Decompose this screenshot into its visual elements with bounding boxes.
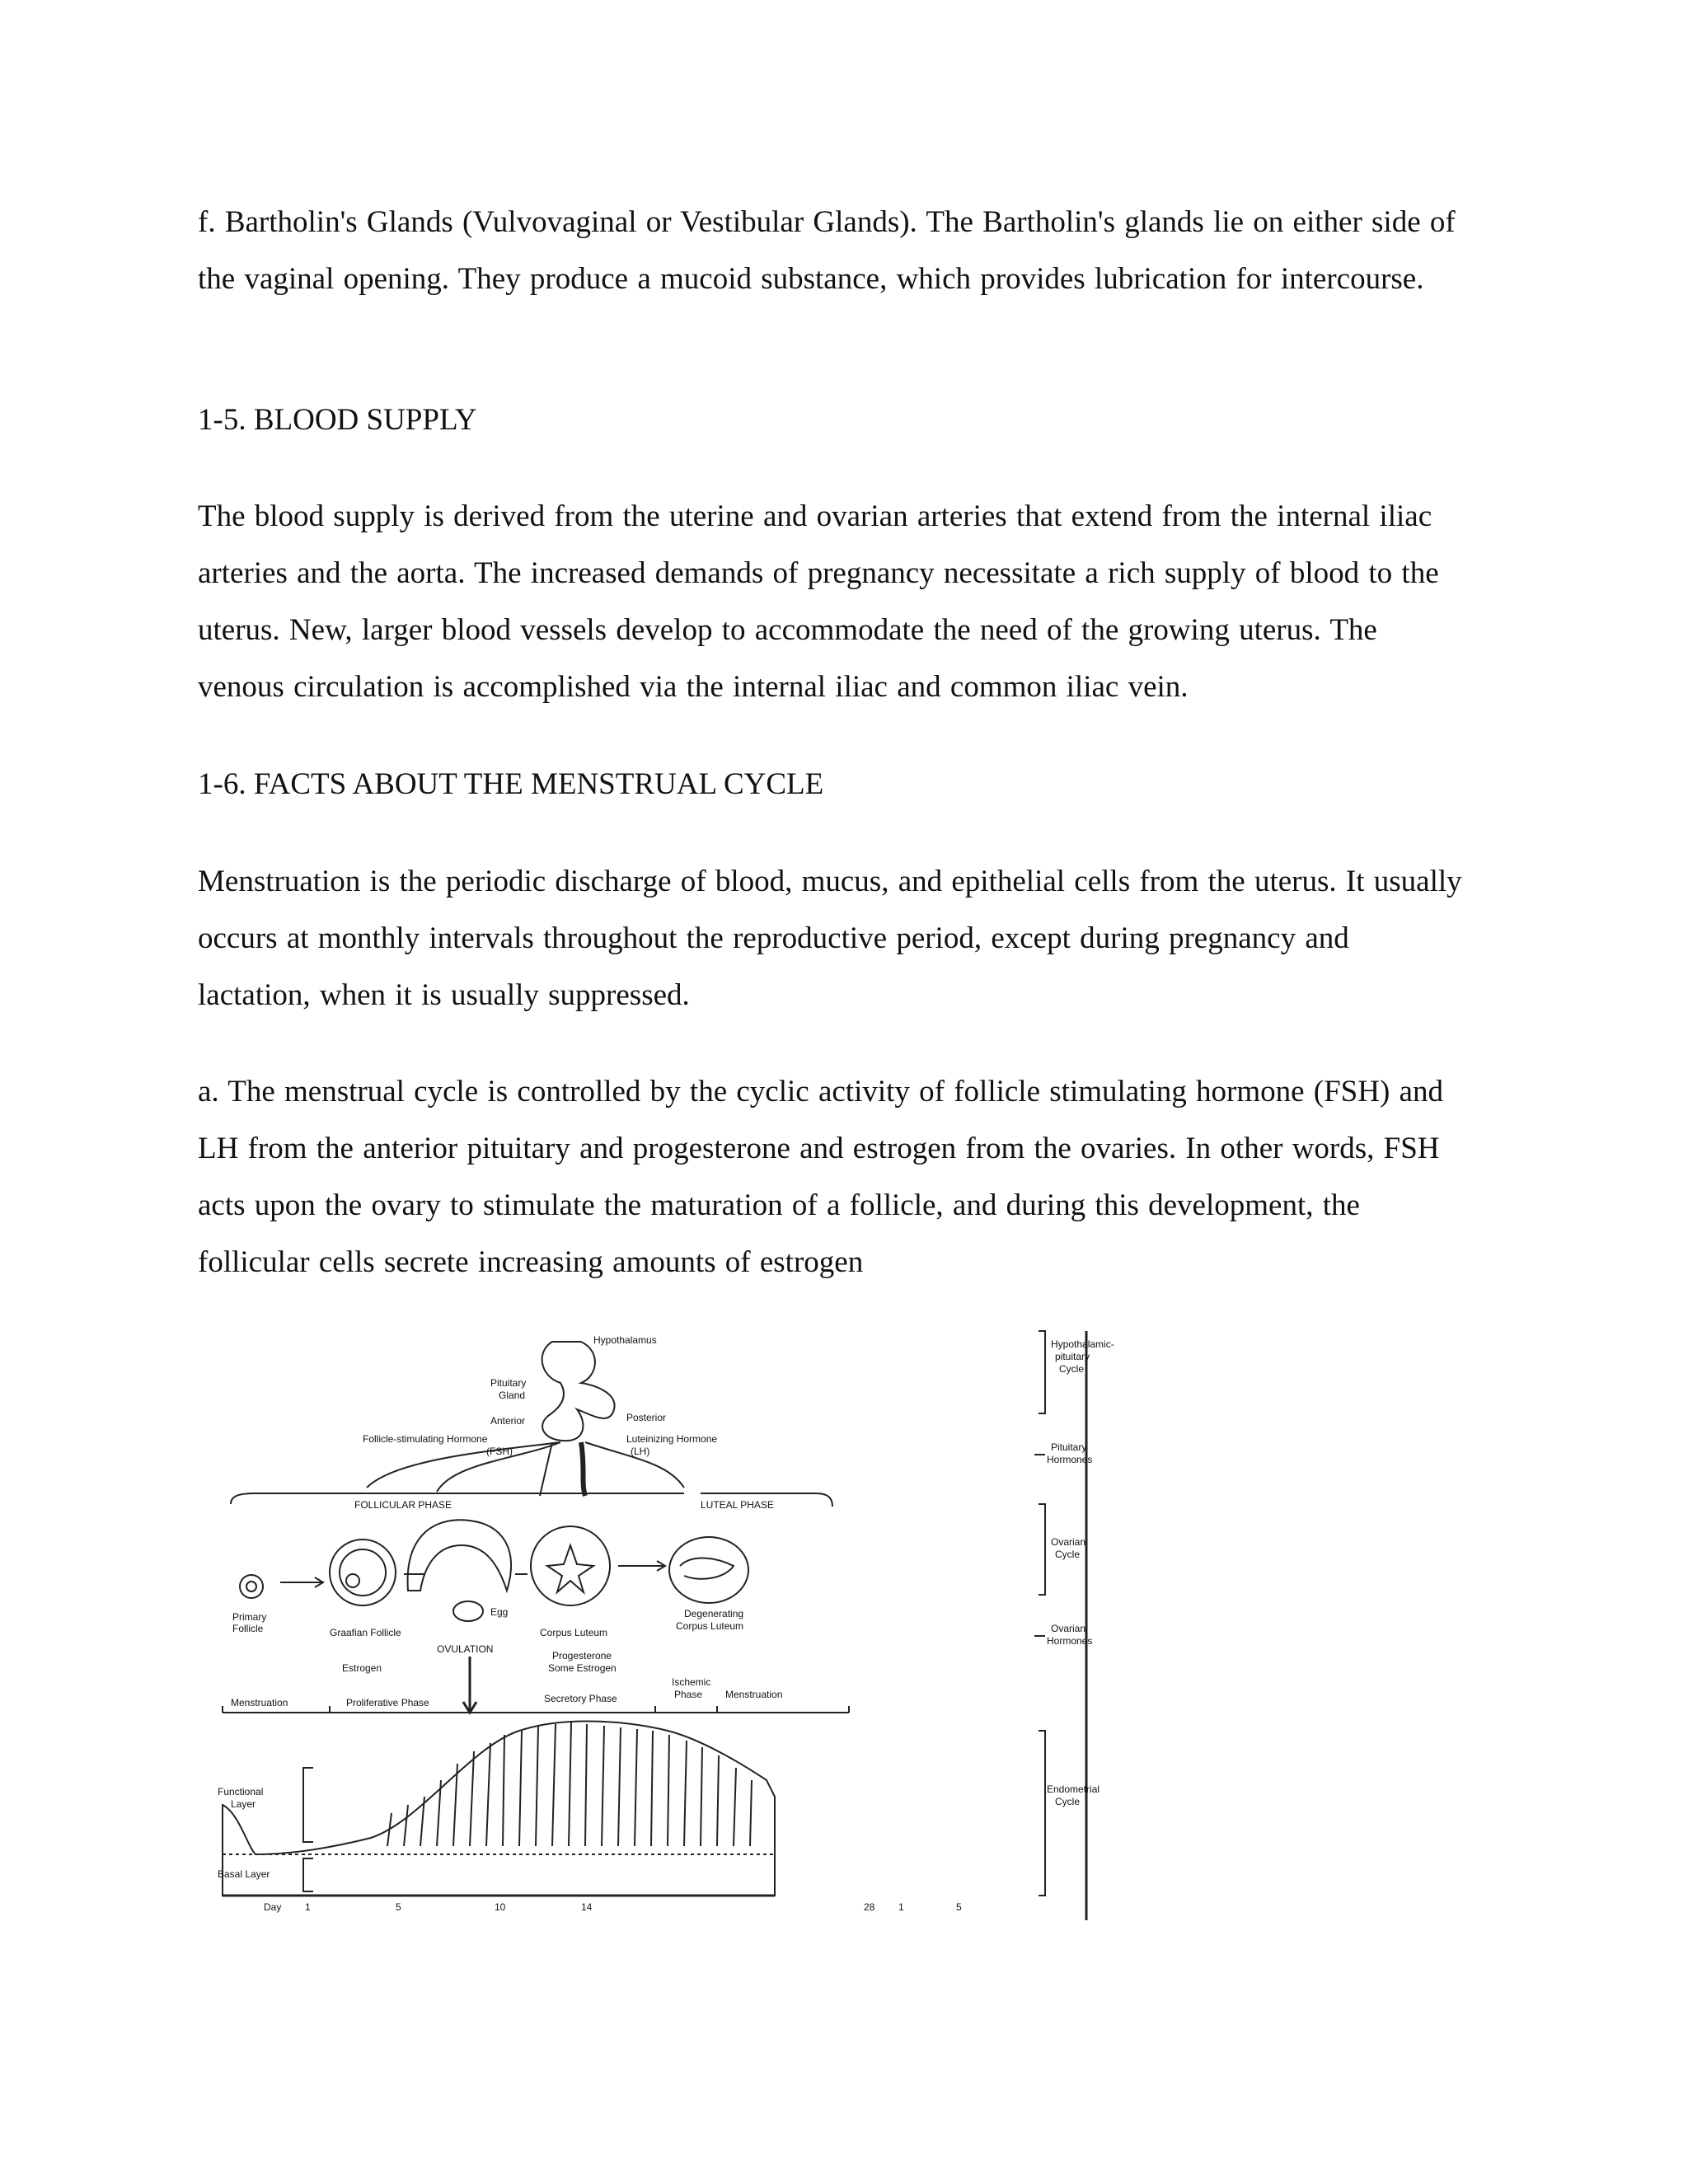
day-tick-5b: 5 [956,1901,962,1913]
label-pituitary-2: Gland [499,1390,526,1401]
label-lh-2: (LH) [631,1446,650,1457]
label-graafian-follicle: Graafian Follicle [330,1627,401,1638]
label-posterior: Posterior [626,1412,667,1423]
label-anterior: Anterior [490,1415,526,1427]
label-estrogen: Estrogen [342,1662,382,1674]
label-ovarian-cycle-1: Ovarian [1051,1536,1086,1548]
label-hypothalamus: Hypothalamus [593,1334,657,1346]
label-progesterone-1: Progesterone [552,1650,612,1661]
label-functional-2: Layer [231,1798,256,1810]
menstruation-paragraph: Menstruation is the periodic discharge of blood, mucus, and epithelial cells from the uterus. It usually occurs at monthly intervals throughout the reproductive period, except during pregnancy and lactation, when it is usually suppressed. [198,865,1462,1012]
label-degenerating-2: Corpus Luteum [676,1620,744,1632]
label-hp-cycle-3: Cycle [1059,1363,1085,1375]
label-hp-cycle-1: Hypothalamic- [1051,1338,1114,1350]
blood-supply-paragraph: The blood supply is derived from the uterine and ovarian arteries that extend from the internal iliac arteries and the aorta. The increased demands of pregnancy necessitate a rich supply of blood to the uterus. New, larger blood vessels develop to accommodate the need of the growing uterus. The venous circulation is accomplished via the internal iliac and common iliac vein. [198,499,1439,704]
day-tick-10: 10 [495,1901,506,1913]
label-functional-1: Functional [218,1786,264,1797]
label-hp-cycle-2: pituitary [1055,1351,1090,1362]
day-tick-28: 28 [864,1901,875,1913]
label-corpus-luteum: Corpus Luteum [540,1627,608,1638]
blood-supply-heading: 1-5. BLOOD SUPPLY [198,403,477,437]
label-luteal-phase: LUTEAL PHASE [701,1499,774,1511]
label-fsh-2: (FSH) [486,1446,513,1457]
label-endometrial-cycle-1: Endometrial [1047,1783,1100,1795]
label-endometrial-cycle-2: Cycle [1055,1796,1081,1807]
label-ovarian-hormones-2: Hormones [1047,1635,1093,1647]
label-lh-1: Luteinizing Hormone [626,1433,718,1445]
label-pituitary-1: Pituitary [490,1377,527,1389]
cycle-control-paragraph: a. The menstrual cycle is controlled by the cyclic activity of follicle stimulating hormone (FSH) and LH from the anterior pituitary and progesterone and estrogen from the ovaries. In other words, FSH acts upon the ovary to stimulate the maturation of a follicle, and during this development, the follicular cells secrete increasing amounts of estrogen [198,1075,1443,1279]
label-progesterone-2: Some Estrogen [548,1662,617,1674]
label-egg: Egg [490,1606,509,1618]
menstrual-cycle-diagram [206,1319,1114,1920]
label-primary-follicle-2: Follicle [232,1623,264,1634]
label-ischemic-2: Phase [674,1689,703,1700]
label-ischemic-1: Ischemic [672,1676,711,1688]
label-ovarian-cycle-2: Cycle [1055,1549,1081,1560]
label-pituitary-hormones-1: Pituitary [1051,1441,1087,1453]
label-menstruation-1: Menstruation [231,1697,288,1708]
day-tick-5: 5 [396,1901,401,1913]
label-basal: Basal Layer [218,1868,270,1880]
label-primary-follicle-1: Primary [232,1611,267,1623]
label-day: Day [264,1901,282,1913]
day-tick-1b: 1 [898,1901,904,1913]
label-ovulation: OVULATION [437,1643,494,1655]
label-pituitary-hormones-2: Hormones [1047,1454,1093,1465]
label-fsh-1: Follicle-stimulating Hormone [363,1433,488,1445]
label-follicular-phase: FOLLICULAR PHASE [354,1499,452,1511]
pituitary-gland-shape [542,1342,615,1441]
label-degenerating-1: Degenerating [684,1608,744,1619]
label-proliferative: Proliferative Phase [346,1697,429,1708]
day-tick-14: 14 [581,1901,593,1913]
menstrual-cycle-heading: 1-6. FACTS ABOUT THE MENSTRUAL CYCLE [198,767,824,801]
label-ovarian-hormones-1: Ovarian [1051,1623,1086,1634]
day-tick-1: 1 [305,1901,311,1913]
bartholin-paragraph: f. Bartholin's Glands (Vulvovaginal or Vestibular Glands). The Bartholin's glands lie on either side of the vaginal opening. They produce a mucoid substance, which provides lubrication for intercourse. [198,205,1456,296]
label-secretory: Secretory Phase [544,1693,617,1704]
endometrium-shape [223,1721,775,1896]
label-menstruation-2: Menstruation [725,1689,783,1700]
